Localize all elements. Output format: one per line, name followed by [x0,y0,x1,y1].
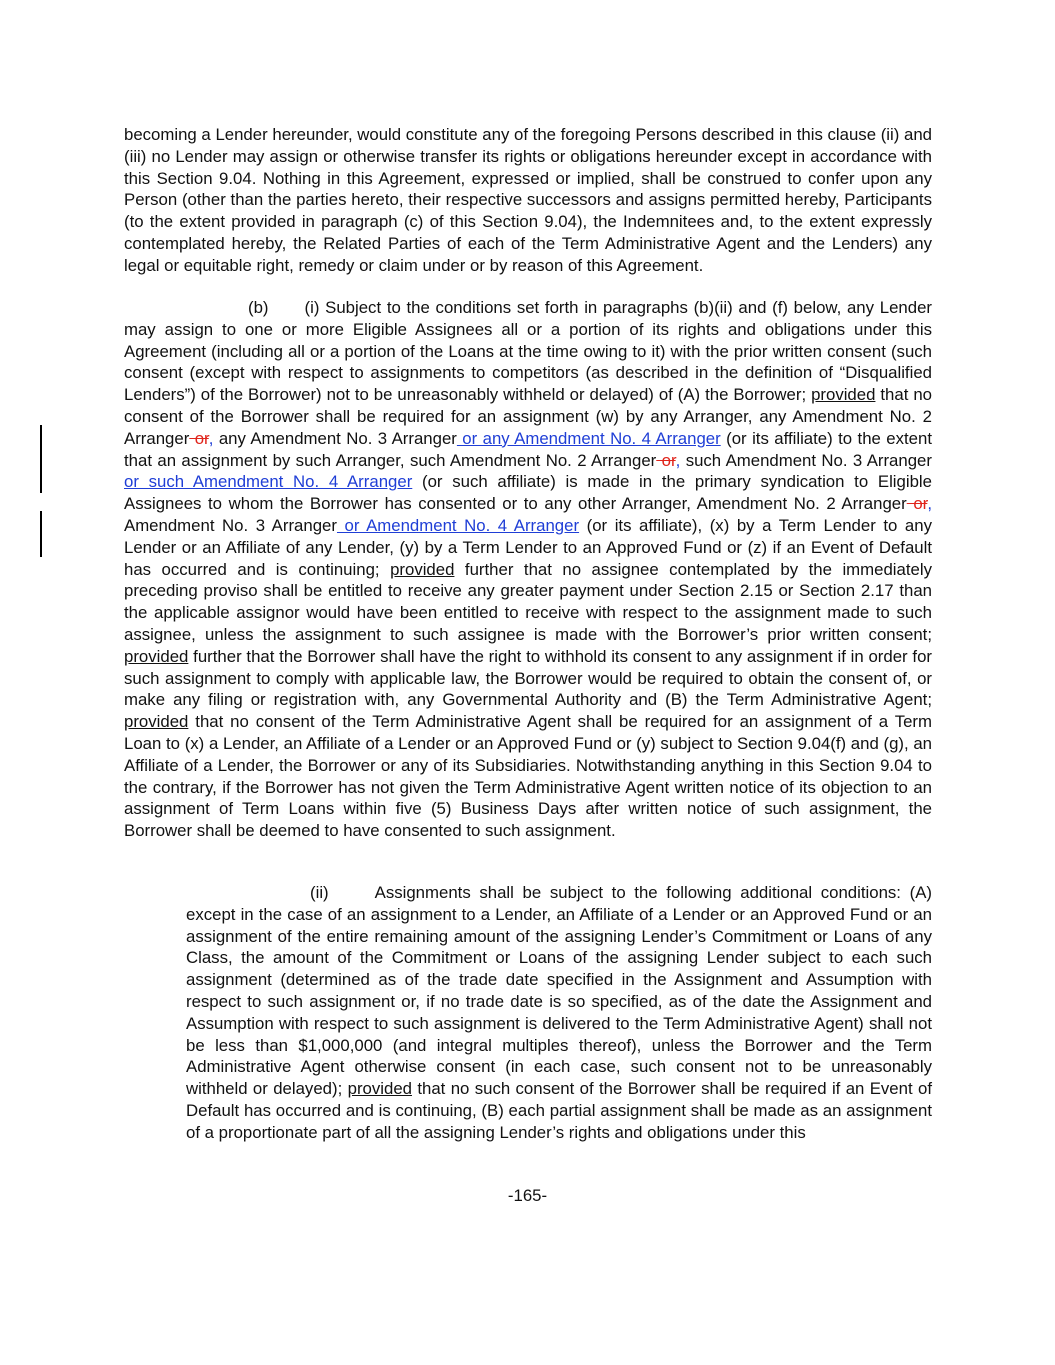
deleted-text: or [906,494,928,514]
change-bar [40,425,42,493]
provided-term: provided [347,1079,412,1099]
paragraph-text: becoming a Lender hereunder, would constitute any of the foregoing Persons described in this clause (ii) and (iii) no Lender may assign or otherwise transfer its rights or obligations hereunder except in accordance with this Section 9.04. Nothing in this Agreement, expressed or implied, shall be construed to confer upon any Person (other than the parties hereto, their respective successors and assigns permitted hereby, Participants (to the extent provided in paragraph (c) of this Section 9.04), the Indemnitees and, to the extent expressly contemplated hereby, the Related Parties of each of the Term Administrative Agent and the Lenders) any legal or equitable right, remedy or claim under or by reason of this Agreement. [124,125,932,275]
body-text: that no consent of the Borrower shall be required for an assignment (w) by any Arranger, any Amendment No. 2 Arranger [124,385,932,448]
inserted-text: , [208,428,214,448]
body-text: Amendment No. 3 Arranger [124,515,337,535]
body-text: (or its affiliate), (x) by a Term Lender to any Lender or an Affiliate of any Lender, (y) by a Term Lender to an Approved Fund or (z) if an Event of Default has occurred and is continuing; [124,515,932,579]
clause-label-b: (b) [248,298,269,317]
deleted-text: or [189,428,209,448]
body-text: any Amendment No. 3 Arranger [218,428,457,448]
body-text: such Amendment No. 3 Arranger [685,450,932,470]
deleted-text: or [656,450,676,470]
clause-label-i: (i) [304,298,320,317]
inserted-text: or any Amendment No. 4 Arranger [456,428,721,448]
provided-term: provided [811,385,876,405]
change-bar [40,511,42,557]
clause-label-ii: (ii) [310,883,329,902]
provided-term: provided [124,646,189,666]
inserted-text: , [675,450,681,470]
paragraph-section-b [124,297,932,842]
paragraph-section-ii [186,882,932,1144]
body-text: that no consent of the Term Administrative Agent shall be required for an assignment of a Term Loan to (x) a Lender, an Affiliate of a Lender or an Approved Fund or (y) subject to Section 9.04(f) and (g), an Affiliate of a Lender, the Borrower or any of its Subsidiaries. Notwithstanding anything in this Section 9.04 to the contrary, if the Borrower has not given the Term Administrative Agent written notice of its objection to an assignment of Term Loans within five (5) Business Days after written notice of such assignment, the Borrower shall be deemed to have consented to such assignment. [124,712,932,841]
paragraph-continuation [124,124,932,277]
body-text: that no such consent of the Borrower shall be required if an Event of Default has occurred and is continuing, (B) each partial assignment shall be made as an assignment of a proportionate part of all the assigning Lender’s rights and obligations under this [186,1079,932,1142]
inserted-text: or such Amendment No. 4 Arranger [124,472,413,492]
inserted-text: , [927,494,932,514]
inserted-text: or Amendment No. 4 Arranger [336,515,580,535]
body-text: Subject to the conditions set forth in paragraphs (b)(ii) and (f) below, any Lender may assign to one or more Eligible Assignees all or a portion of its rights and obligations under this Agreement (including all or a portion of the Loans at the time owing to it) with the prior written consent (such consent (except with respect to assignments to competitors (as described in the definition of “Disqualified Lenders”) of the Borrower) not to be unreasonably withheld or delayed) of (A) the Borrower; [124,298,932,405]
body-text: further that the Borrower shall have the right to withhold its consent to any assignment if in order for such assignment to comply with applicable law, the Borrower would be required to obtain the consent of, or make any filing or registration with, any Governmental Authority and (B) the Term Administrative Agent; [124,646,932,710]
body-text: (or such affiliate) is made in the primary syndication to Eligible Assignees to whom the Borrower has consented or to any other Arranger, Amendment No. 2 Arranger [124,472,932,514]
page-number: -165- [507,1186,548,1205]
body-text: Assignments shall be subject to the following additional conditions: (A) except in the case of an assignment to a Lender, an Affiliate of a Lender or an Approved Fund or an assignment of the entire remaining amount of the assigning Lender’s Commitment or Loans of any Class, the amount of the Commitment or Loans of the assigning Lender subject to each such assignment (determined as of the trade date specified in the Assignment and Assumption with respect to such assignment or, if no trade date is so specified, as of the date the Assignment and Assumption with respect to such assignment is delivered to the Term Administrative Agent) shall not be less than $1,000,000 (and integral multiples thereof), unless the Borrower and the Term Administrative Agent otherwise consent (in each case, such consent not to be unreasonably withheld or delayed); [186,883,932,1099]
body-text: further that no assignee contemplated by the immediately preceding proviso shall be entitled to receive any greater payment under Section 2.15 or Section 2.17 than the applicable assignor would have been entitled to receive with respect to the assignment made to such assignee, unless the assignment to such assignee is made with the Borrower’s prior written consent; [124,559,932,644]
provided-term: provided [124,712,189,732]
body-text: (or its affiliate) to the extent that an assignment by such Arranger, such Amendment No. 2 Arranger [124,428,932,470]
provided-term: provided [390,559,455,579]
